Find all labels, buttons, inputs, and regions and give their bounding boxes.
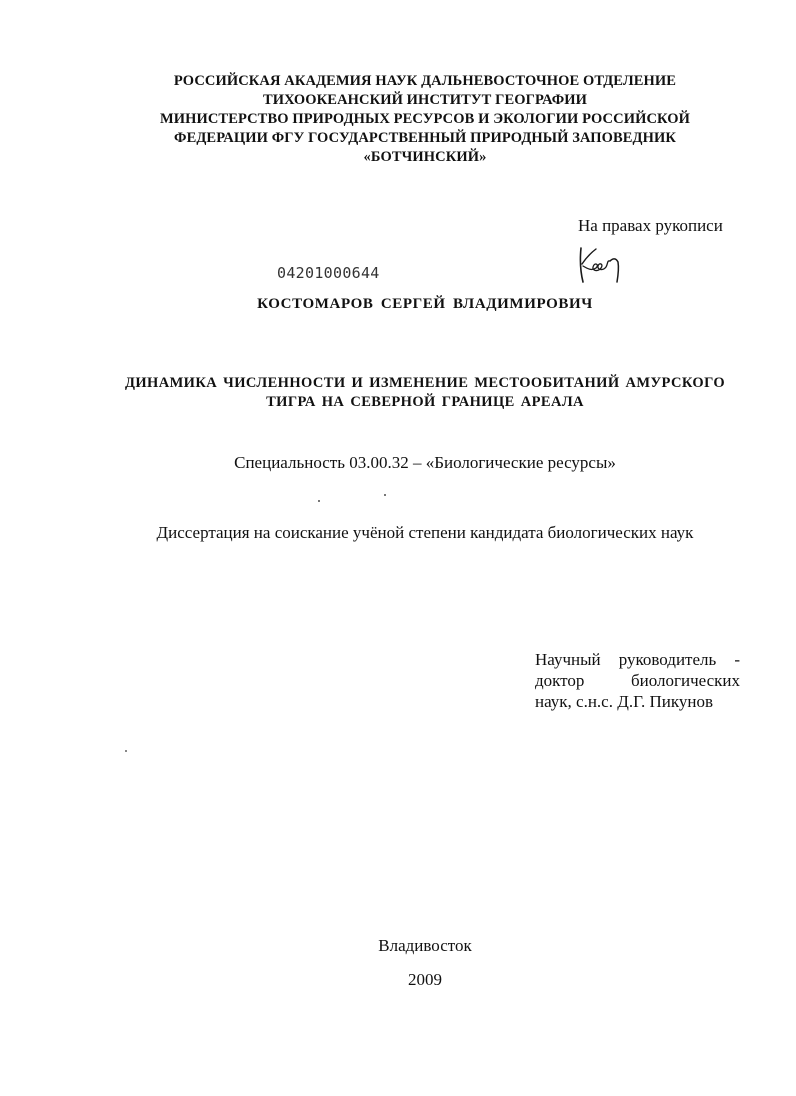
author-name: КОСТОМАРОВ СЕРГЕЙ ВЛАДИМИРОВИЧ <box>257 296 593 312</box>
handwritten-signature <box>574 244 624 286</box>
header-line-5: «БОТЧИНСКИЙ» <box>363 149 487 165</box>
scan-speck <box>318 500 320 502</box>
scan-speck <box>384 494 386 496</box>
title-line-2: ТИГРА НА СЕВЕРНОЙ ГРАНИЦЕ АРЕАЛА <box>266 394 584 410</box>
supervisor-line-3: наук, с.н.с. Д.Г. Пикунов <box>535 692 714 711</box>
organization-header <box>110 72 740 167</box>
manuscript-rights-note: На правах рукописи <box>578 216 723 235</box>
year: 2009 <box>408 970 442 989</box>
degree-statement: Диссертация на соискание учёной степени кандидата биологических наук <box>156 523 694 542</box>
title-line-1: ДИНАМИКА ЧИСЛЕННОСТИ И ИЗМЕНЕНИЕ МЕСТООБИТАНИЙ АМУРСКОГО <box>124 375 726 391</box>
scan-speck <box>125 750 127 752</box>
inventory-number-stamp: 04201000644 <box>277 264 380 282</box>
header-line-1: РОССИЙСКАЯ АКАДЕМИЯ НАУК ДАЛЬНЕВОСТОЧНОЕ ОТДЕЛЕНИЕ <box>173 73 677 89</box>
header-line-2: ТИХООКЕАНСКИЙ ИНСТИТУТ ГЕОГРАФИИ <box>262 92 588 108</box>
supervisor-line-2: доктор биологических <box>535 671 740 690</box>
dissertation-title <box>110 374 740 412</box>
city: Владивосток <box>378 936 472 955</box>
scientific-supervisor <box>535 649 740 712</box>
specialty-line: Специальность 03.00.32 – «Биологические ресурсы» <box>234 453 616 472</box>
header-line-4: ФЕДЕРАЦИИ ФГУ ГОСУДАРСТВЕННЫЙ ПРИРОДНЫЙ ЗАПОВЕДНИК <box>174 130 676 146</box>
header-line-3: МИНИСТЕРСТВО ПРИРОДНЫХ РЕСУРСОВ И ЭКОЛОГИИ РОССИЙСКОЙ <box>159 111 691 127</box>
supervisor-line-1: Научный руководитель - <box>535 650 740 669</box>
